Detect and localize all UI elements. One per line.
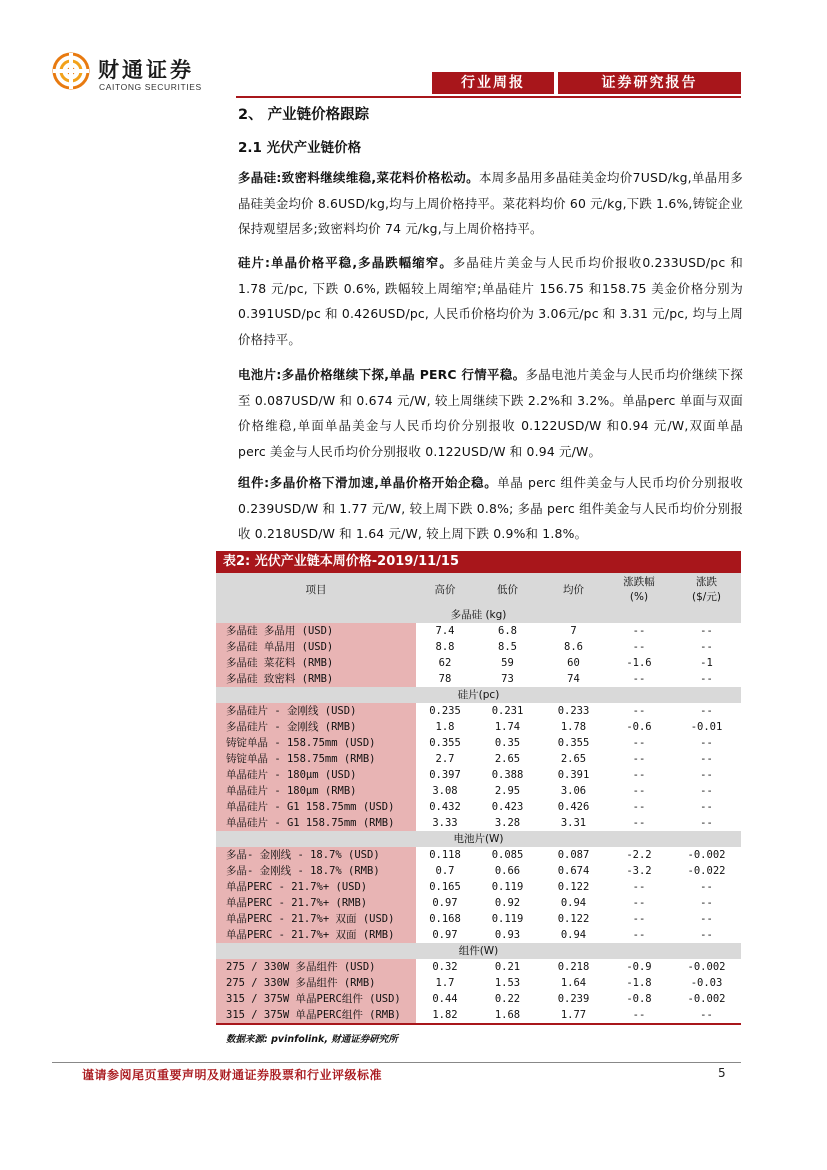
cell-change-abs: -- [700,785,713,797]
cell-change-pct: -- [632,1009,646,1021]
cell-change-abs: -0.01 [690,721,723,733]
cell-change-abs: -1 [700,657,713,669]
cell-item: 单晶PERC - 21.7%+ 双面 (RMB) [216,927,416,943]
table-group-row [216,943,741,959]
cell-change-abs: -0.002 [687,993,726,1005]
cell-avg: 3.31 [560,817,587,829]
table-row [216,879,741,895]
cell-avg: 8.6 [564,641,583,653]
cell-avg: 0.94 [560,929,587,941]
cell-item: 铸锭单晶 - 158.75mm (USD) [216,735,416,751]
cell-high: 2.7 [435,753,455,765]
table-row [216,975,741,991]
table-bottom-rule [216,1023,741,1025]
table-row [216,959,741,975]
subsection-title: 2.1 光伏产业链价格 [238,140,362,156]
cell-item: 多晶硅片 - 金刚线 (USD) [216,703,416,719]
cell-item: 多晶硅片 - 金刚线 (RMB) [216,719,416,735]
cell-low: 0.21 [494,961,521,973]
cell-change-abs: -0.03 [690,977,723,989]
cell-change-pct: -- [632,817,646,829]
cell-high: 0.97 [432,929,458,941]
cell-avg: 2.65 [560,753,587,765]
cell-change-abs: -- [700,737,713,749]
cell-change-pct: -2.2 [626,849,652,861]
table-row [216,927,741,943]
paragraph-lead: 硅片:单晶价格平稳,多晶跌幅缩窄。 [238,255,453,270]
table-row [216,1007,741,1023]
cell-low: 73 [501,673,514,685]
table-row [216,895,741,911]
cell-change-abs: -- [700,913,713,925]
section-title: 2、 产业链价格跟踪 [238,107,370,123]
cell-avg: 1.77 [560,1009,587,1021]
cell-low: 0.119 [491,881,524,893]
paragraph-body: 多晶电池片美金与人民币均价继续下探至 0.087USD/W 和 0.674 元/W, 较上周继续下跌 2.2%和 3.2%。单晶perc 单面与双面价格维稳,单面单晶美金与人民币均价分别报收 0.122USD/W 和0.94 元/W,双面单晶 perc 美金与人民币均价分别报收 0.122USD/W 和 0.94 元/W。 [238,367,743,459]
paragraph-polysilicon [238,165,743,242]
cell-item: 铸锭单晶 - 158.75mm (RMB) [216,751,416,767]
table-group-row [216,831,741,847]
paragraph-wafer [238,250,743,352]
cell-change-pct: -- [632,753,646,765]
cell-high: 0.432 [429,801,461,813]
cell-change-abs: -- [700,753,713,765]
table-group-row [216,687,741,703]
cell-high: 0.118 [429,849,461,861]
cell-high: 78 [438,673,452,685]
table-row [216,911,741,927]
cell-low: 2.65 [494,753,521,765]
cell-high: 7.4 [435,625,455,637]
cell-low: 0.66 [494,865,521,877]
cell-high: 0.235 [429,705,461,717]
cell-item: 275 / 330W 多晶组件 (USD) [216,959,416,975]
cell-change-abs: -- [700,817,713,829]
company-logo [52,52,217,96]
cell-item: 315 / 375W 单晶PERC组件 (RMB) [216,1007,416,1023]
cell-high: 3.08 [432,785,458,797]
cell-low: 3.28 [494,817,521,829]
table-title: 表2: 光伏产业链本周价格-2019/11/15 [216,551,741,573]
cell-high: 1.8 [435,721,455,733]
page-number: 5 [718,1066,726,1080]
cell-change-pct: -3.2 [626,865,652,877]
footer-divider [52,1062,741,1063]
cell-change-abs: -- [700,1009,713,1021]
cell-change-abs: -- [700,625,713,637]
cell-low: 6.8 [498,625,517,637]
group-label: 多晶硅 (kg) [216,607,741,623]
cell-low: 0.92 [494,897,521,909]
cell-avg: 0.94 [560,897,587,909]
table-row [216,767,741,783]
cell-avg: 1.64 [560,977,587,989]
table-row [216,863,741,879]
cell-high: 0.44 [432,993,458,1005]
table-row [216,735,741,751]
cell-change-pct: -- [632,913,646,925]
cell-change-pct: -- [632,785,646,797]
cell-low: 0.231 [491,705,524,717]
cell-item: 单晶硅片 - 180μm (USD) [216,767,416,783]
paragraph-lead: 电池片:多晶价格继续下探,单晶 PERC 行情平稳。 [238,367,526,382]
cell-change-abs: -- [700,705,713,717]
cell-change-abs: -- [700,881,713,893]
cell-avg: 7 [570,625,577,637]
cell-change-abs: -- [700,801,713,813]
cell-change-pct: -- [632,673,646,685]
table-row [216,799,741,815]
cell-high: 0.355 [429,737,461,749]
cell-low: 1.53 [494,977,521,989]
group-label: 电池片(W) [216,831,741,847]
cell-avg: 0.239 [557,993,590,1005]
cell-low: 0.35 [494,737,521,749]
cell-low: 1.74 [494,721,521,733]
cell-item: 多晶硅 单晶用 (USD) [216,639,416,655]
cell-change-pct: -- [632,897,646,909]
cell-change-pct: -- [632,929,646,941]
cell-change-abs: -0.002 [687,961,726,973]
table-row [216,815,741,831]
group-label: 硅片(pc) [216,687,741,703]
cell-avg: 3.06 [560,785,587,797]
cell-low: 0.388 [491,769,524,781]
cell-avg: 0.122 [557,881,590,893]
paragraph-lead: 组件:多晶价格下滑加速,单晶价格开始企稳。 [238,475,498,490]
cell-change-pct: -- [632,625,646,637]
cell-avg: 60 [567,657,580,669]
cell-high: 0.32 [432,961,458,973]
cell-change-pct: -- [632,705,646,717]
cell-item: 单晶硅片 - G1 158.75mm (RMB) [216,815,416,831]
header-change-abs: 涨跌 ($/元) [672,573,741,607]
cell-avg: 0.233 [557,705,590,717]
cell-item: 单晶硅片 - 180μm (RMB) [216,783,416,799]
cell-high: 0.97 [432,897,458,909]
cell-avg: 0.087 [557,849,590,861]
header-high: 高价 [416,573,474,607]
cell-avg: 74 [567,673,580,685]
paragraph-cell [238,362,743,464]
cell-change-pct: -- [632,801,646,813]
table-row [216,991,741,1007]
cell-change-pct: -- [632,737,646,749]
cell-low: 2.95 [494,785,521,797]
cell-low: 1.68 [494,1009,521,1021]
table-header-row [216,573,741,607]
footer-disclaimer: 谨请参阅尾页重要声明及财通证券股票和行业评级标准 [82,1068,383,1082]
header-avg: 均价 [541,573,606,607]
cell-high: 0.168 [429,913,461,925]
table-row [216,847,741,863]
cell-change-abs: -0.002 [687,849,726,861]
cell-item: 315 / 375W 单晶PERC组件 (USD) [216,991,416,1007]
cell-item: 单晶PERC - 21.7%+ (USD) [216,879,416,895]
cell-change-pct: -1.6 [626,657,652,669]
brand-name-en: CAITONG SECURITIES [99,82,202,92]
paragraph-module [238,470,743,547]
cell-item: 多晶- 金刚线 - 18.7% (RMB) [216,863,416,879]
cell-item: 单晶PERC - 21.7%+ (RMB) [216,895,416,911]
cell-item: 单晶PERC - 21.7%+ 双面 (USD) [216,911,416,927]
cell-item: 多晶硅 致密料 (RMB) [216,671,416,687]
cell-change-abs: -- [700,641,713,653]
cell-change-pct: -1.8 [626,977,652,989]
cell-change-pct: -0.9 [626,961,652,973]
cell-high: 0.397 [429,769,461,781]
cell-change-pct: -- [632,881,646,893]
cell-avg: 1.78 [560,721,587,733]
cell-high: 0.7 [435,865,455,877]
cell-high: 3.33 [432,817,458,829]
cell-change-pct: -- [632,769,646,781]
cell-high: 62 [438,657,452,669]
cell-avg: 0.122 [557,913,590,925]
header-low: 低价 [474,573,541,607]
header-divider [236,96,741,98]
cell-avg: 0.391 [557,769,590,781]
paragraph-body: 本周多晶用多晶硅美金均价7USD/kg,单晶用多晶硅美金均价 8.6USD/kg,均与上周价格持平。菜花料均价 60 元/kg,下跌 1.6%,铸锭企业保持观望居多;致密料均价 74 元/kg,与上周价格持平。 [238,170,743,236]
cell-high: 1.7 [435,977,455,989]
cell-change-pct: -0.6 [626,721,652,733]
table-row [216,703,741,719]
header-item: 项目 [216,573,416,607]
cell-low: 0.22 [494,993,521,1005]
price-table-block [216,551,741,1045]
cell-high: 0.165 [429,881,461,893]
cell-item: 多晶- 金刚线 - 18.7% (USD) [216,847,416,863]
cell-low: 0.93 [494,929,521,941]
cell-avg: 0.355 [557,737,590,749]
cell-change-pct: -0.8 [626,993,652,1005]
brand-name-cn: 财通证券 [98,58,194,82]
paragraph-body: 多晶硅片美金与人民币均价报收0.233USD/pc 和 1.78 元/pc, 下跌 0.6%, 跌幅较上周缩窄;单晶硅片 156.75 和158.75 美金价格分别为 0.391USD/pc 和 0.426USD/pc, 人民币价格均价为 3.06元/pc 和 3.31 元/pc, 均与上周价格持平。 [238,255,744,347]
table-row [216,623,741,639]
caitong-logo-icon [52,52,90,90]
cell-item: 单晶硅片 - G1 158.75mm (USD) [216,799,416,815]
paragraph-lead: 多晶硅:致密料继续维稳,菜花料价格松动。 [238,170,479,185]
report-category-tag: 证券研究报告 [558,72,741,94]
table-group-row [216,607,741,623]
cell-item: 多晶硅 菜花料 (RMB) [216,655,416,671]
cell-low: 0.423 [491,801,524,813]
table-row [216,783,741,799]
cell-avg: 0.674 [557,865,590,877]
table-row [216,639,741,655]
group-label: 组件(W) [216,943,741,959]
cell-avg: 0.426 [557,801,590,813]
cell-change-abs: -- [700,929,713,941]
table-row [216,719,741,735]
header-change-pct: 涨跌幅 (%) [606,573,672,607]
cell-item: 多晶硅 多晶用 (USD) [216,623,416,639]
table-row [216,655,741,671]
cell-low: 0.085 [491,849,524,861]
cell-high: 1.82 [432,1009,458,1021]
cell-low: 8.5 [498,641,517,653]
table-row [216,751,741,767]
cell-item: 275 / 330W 多晶组件 (RMB) [216,975,416,991]
price-table [216,573,741,1023]
table-source: 数据来源: pvinfolink, 财通证券研究所 [226,1034,398,1045]
cell-low: 59 [501,657,514,669]
cell-change-abs: -0.022 [687,865,726,877]
cell-high: 8.8 [435,641,455,653]
cell-change-abs: -- [700,673,713,685]
report-type-tag: 行业周报 [432,72,554,94]
cell-low: 0.119 [491,913,524,925]
cell-change-abs: -- [700,897,713,909]
table-row [216,671,741,687]
paragraph-body: 单晶 perc 组件美金与人民币均价分别报收 0.239USD/W 和 1.77 元/W, 较上周下跌 0.8%; 多晶 perc 组件美金与人民币均价分别报收 0.218USD/W 和 1.64 元/W, 较上周下跌 0.9%和 1.8%。 [238,475,743,541]
cell-change-abs: -- [700,769,713,781]
page-header [0,0,827,100]
cell-avg: 0.218 [557,961,590,973]
cell-change-pct: -- [632,641,646,653]
